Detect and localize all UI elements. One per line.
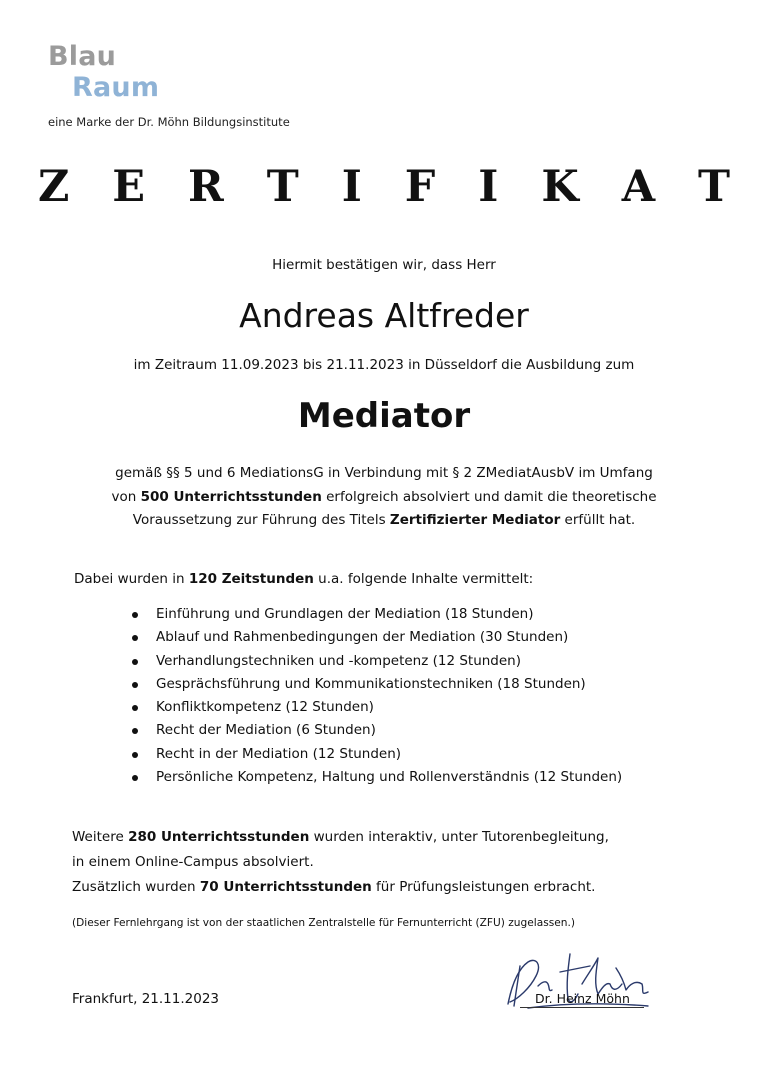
- recipient-name: Andreas Altfreder: [239, 296, 529, 335]
- description-line-3-pre: Voraussetzung zur Führung des Titels: [132, 512, 390, 529]
- topics-list: [128, 603, 622, 789]
- topic-label: Recht in der Mediation (12 Stunden): [156, 745, 402, 762]
- extra-line-3-post: für Prüfungsleistungen erbracht.: [371, 879, 596, 895]
- training-period: im Zeitraum 11.09.2023 bis 21.11.2023 in Düsseldorf die Ausbildung zum: [133, 357, 635, 373]
- extra-line-1-post: wurden interaktiv, unter Tutorenbegleitung,: [309, 829, 609, 845]
- list-item: [128, 650, 622, 673]
- extra-line-1: [72, 825, 609, 850]
- bullet-icon: [132, 659, 138, 665]
- logo-word-blau: Blau: [48, 41, 117, 72]
- intro-text: Hiermit bestätigen wir, dass Herr: [272, 257, 496, 273]
- signature-line: [520, 1007, 644, 1008]
- topic-label: Persönliche Kompetenz, Haltung und Rollenverständnis (12 Stunden): [156, 769, 623, 786]
- description-line-3-bold: Zertifizierter Mediator: [389, 512, 561, 529]
- list-item: [128, 696, 622, 719]
- description-line-2-post: erfolgreich absolviert und damit die theoretische: [321, 488, 657, 505]
- signer-name: Dr. Heinz Möhn: [535, 991, 630, 1006]
- description-line-2-bold: 500 Unterrichtsstunden: [140, 488, 322, 505]
- topic-label: Recht der Mediation (6 Stunden): [156, 722, 376, 739]
- extra-line-3: [72, 875, 609, 900]
- topic-label: Einführung und Grundlagen der Mediation (18 Stunden): [156, 606, 534, 622]
- bullet-icon: [132, 775, 138, 781]
- topic-label: Ablauf und Rahmenbedingungen der Mediation (30 Stunden): [156, 629, 569, 646]
- logo-tagline: eine Marke der Dr. Möhn Bildungsinstitute: [48, 115, 290, 129]
- list-item: [128, 719, 622, 742]
- bullet-icon: [132, 752, 138, 758]
- place-and-date: Frankfurt, 21.11.2023: [72, 991, 220, 1007]
- bullet-icon: [132, 635, 138, 641]
- bullet-icon: [132, 705, 138, 711]
- list-item: [128, 673, 622, 696]
- brand-logo: [48, 40, 348, 135]
- certificate-title: Z E R T I F I K A T: [37, 162, 745, 212]
- list-item: [128, 743, 622, 766]
- topic-label: Verhandlungstechniken und -kompetenz (12 Stunden): [156, 652, 522, 669]
- bullet-icon: [132, 728, 138, 734]
- list-item: [128, 766, 622, 789]
- bullet-icon: [132, 612, 138, 618]
- description-line-2: [0, 486, 768, 510]
- description-line-2-pre: von: [111, 488, 141, 505]
- list-item: [128, 603, 622, 626]
- zfu-note: (Dieser Fernlehrgang ist von der staatlichen Zentralstelle für Fernunterricht (ZFU) zugelassen.): [72, 917, 575, 929]
- description-paragraph: [0, 462, 768, 533]
- extra-line-3-bold: 70 Unterrichtsstunden: [199, 879, 372, 895]
- extra-line-1-bold: 280 Unterrichtsstunden: [128, 829, 310, 845]
- extra-line-3-pre: Zusätzlich wurden: [72, 879, 200, 895]
- degree-title: Mediator: [297, 396, 471, 436]
- extra-line-1-pre: Weitere: [72, 829, 129, 845]
- bullet-icon: [132, 682, 138, 688]
- description-line-3-post: erfüllt hat.: [560, 512, 636, 529]
- description-line-3: [0, 509, 768, 533]
- list-item: [128, 626, 622, 649]
- description-line-1: gemäß §§ 5 und 6 MediationsG in Verbindung mit § 2 ZMediatAusbV im Umfang: [115, 465, 653, 481]
- hours-intro-post: u.a. folgende Inhalte vermittelt:: [313, 571, 534, 587]
- extra-hours-paragraph: [72, 825, 609, 900]
- hours-intro-bold: 120 Zeitstunden: [188, 571, 314, 587]
- hours-intro-pre: Dabei wurden in: [74, 571, 189, 587]
- topic-label: Gesprächsführung und Kommunikationstechniken (18 Stunden): [156, 675, 586, 692]
- extra-line-2: in einem Online-Campus absolviert.: [72, 854, 314, 870]
- hours-intro: [74, 570, 533, 588]
- logo-word-raum: Raum: [72, 72, 160, 103]
- topic-label: Konfliktkompetenz (12 Stunden): [156, 699, 374, 716]
